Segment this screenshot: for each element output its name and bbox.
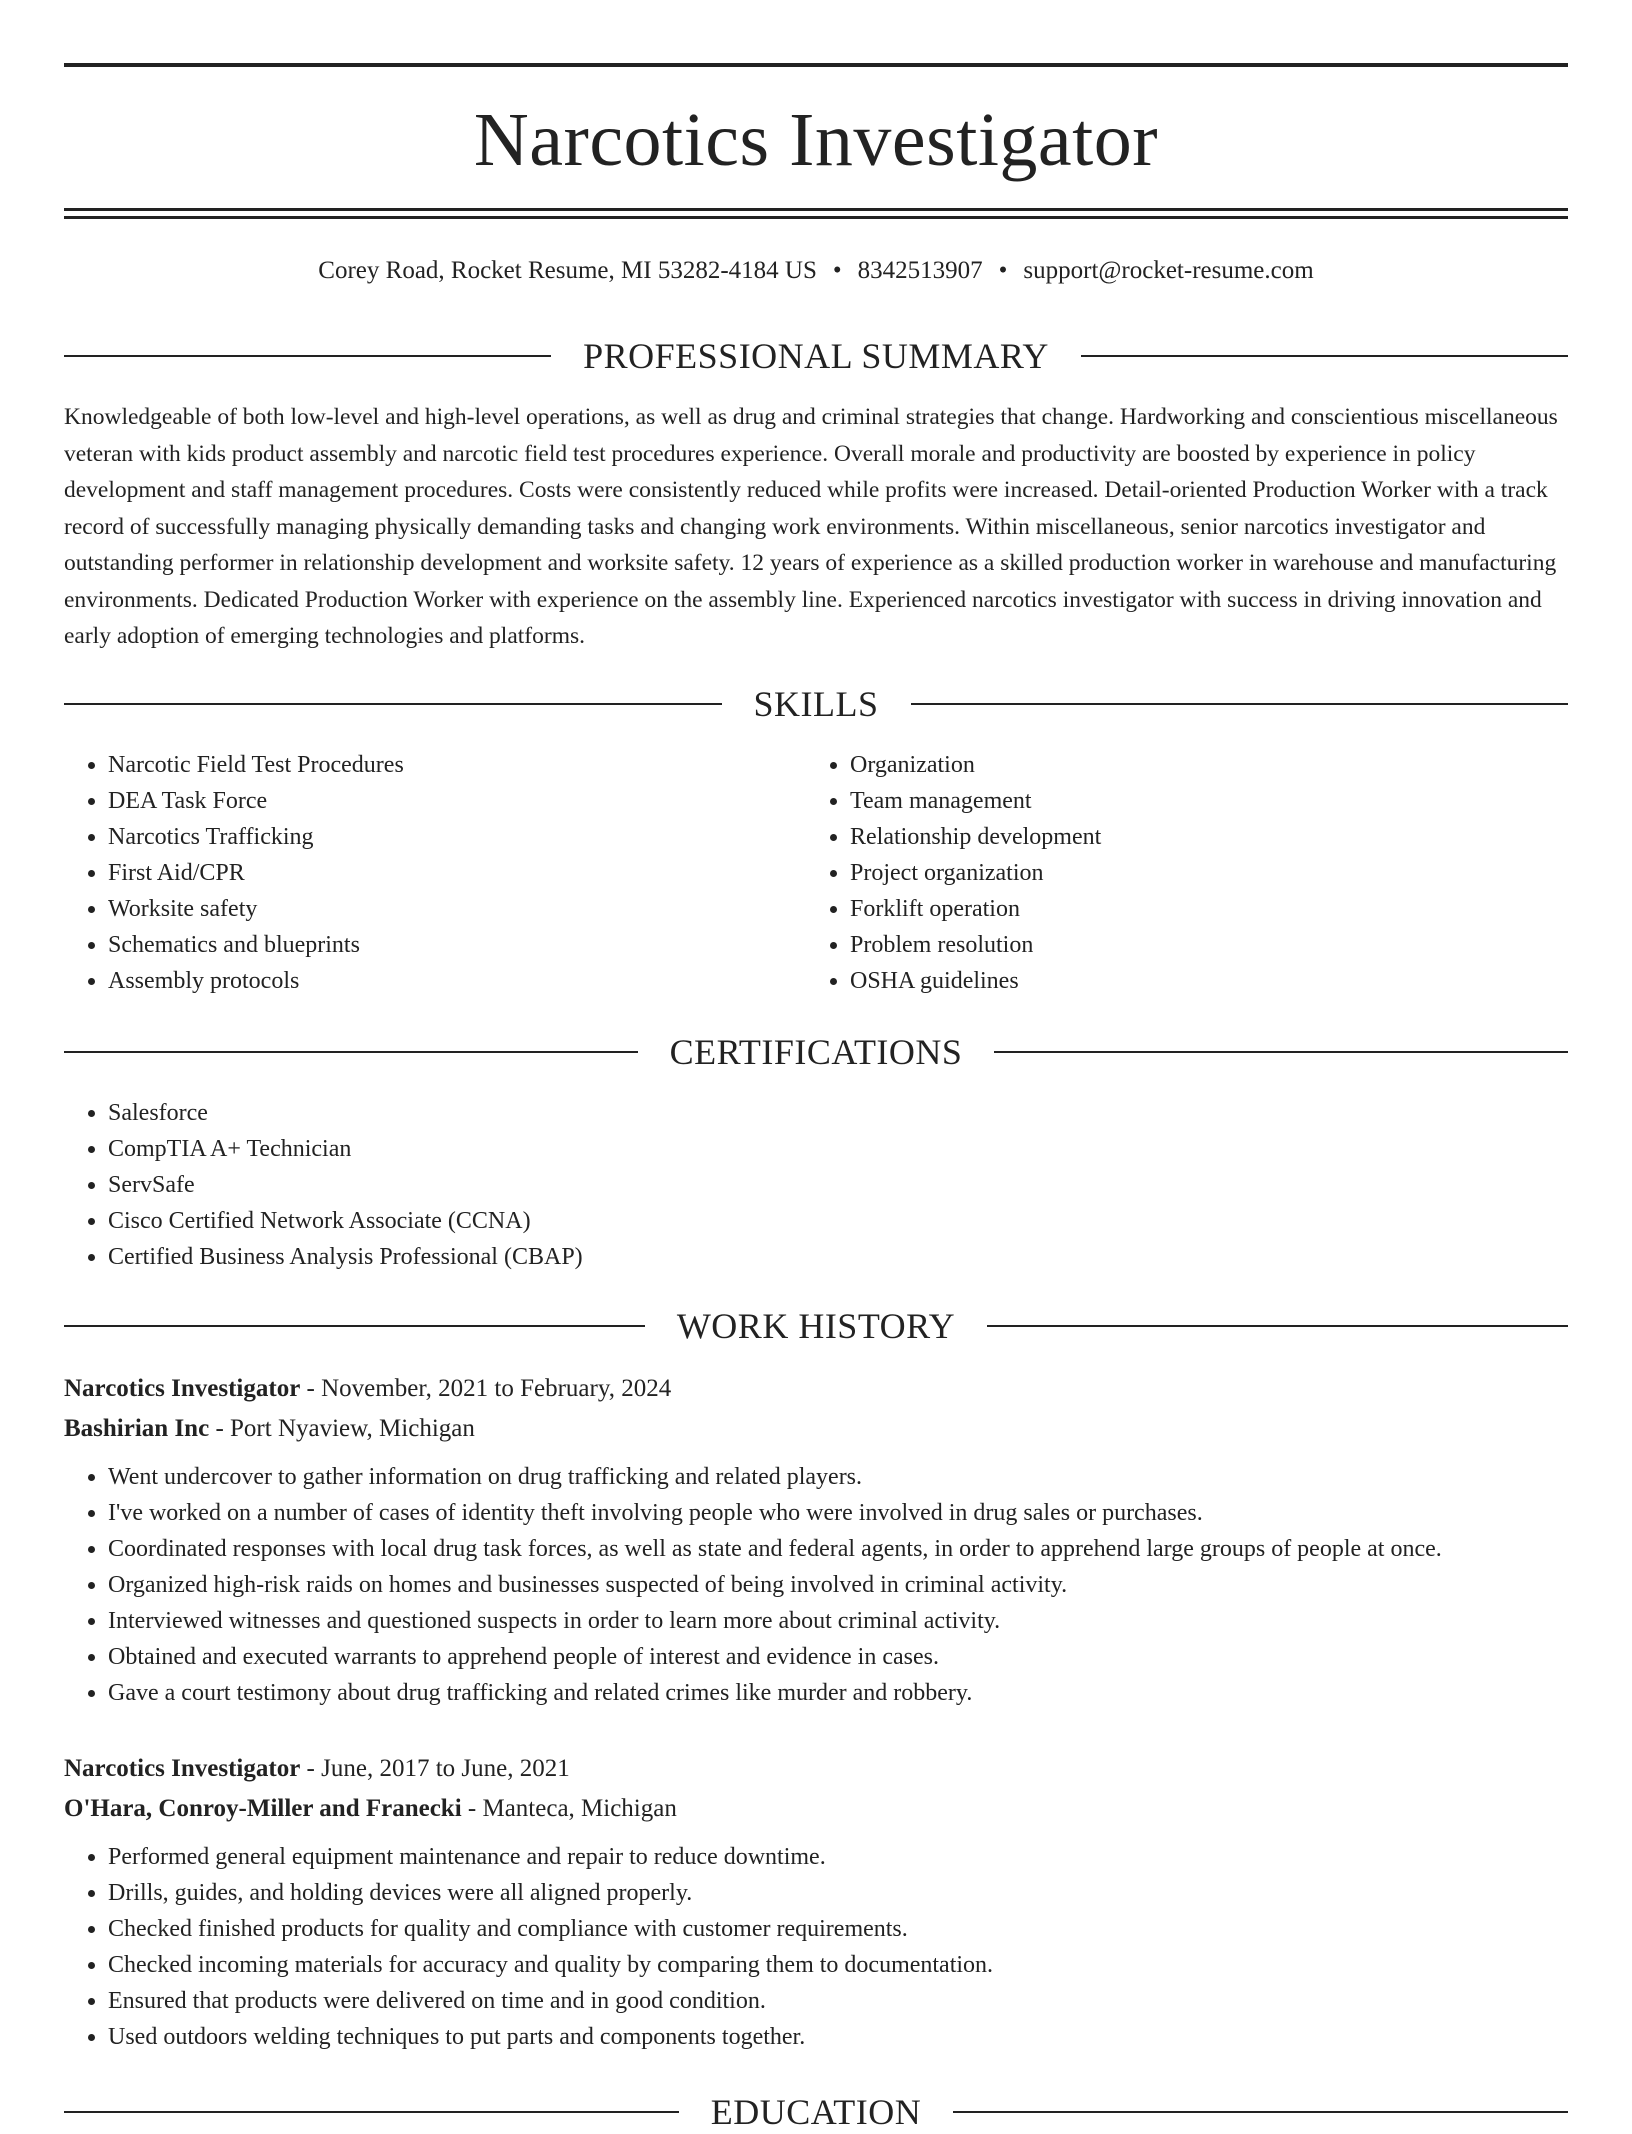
- summary-title: PROFESSIONAL SUMMARY: [583, 336, 1049, 376]
- skill-item: • Assembly protocols: [108, 963, 806, 999]
- job-duty-item: • Gave a court testimony about drug trafficking and related crimes like murder and robbery.: [108, 1675, 1568, 1711]
- heading-rule-right: [911, 703, 1569, 705]
- skill-item: • OSHA guidelines: [850, 963, 1548, 999]
- heading-rule-right: [953, 2111, 1568, 2113]
- job-title: Narcotics Investigator: [64, 1375, 301, 1402]
- certifications-heading: [64, 1030, 1568, 1074]
- job-company-line: [64, 1409, 1568, 1449]
- heading-rule-left: [64, 703, 722, 705]
- heading-rule-right: [987, 1325, 1568, 1327]
- skill-item: • DEA Task Force: [108, 783, 806, 819]
- job-location: - Manteca, Michigan: [461, 1795, 677, 1822]
- skill-item: • Worksite safety: [108, 891, 806, 927]
- contact-email: support@rocket-resume.com: [1023, 257, 1314, 284]
- job-duties: [64, 1459, 1568, 1711]
- top-rule: [64, 63, 1568, 67]
- job-duty-item: • Drills, guides, and holding devices were all aligned properly.: [108, 1875, 1568, 1911]
- job-duty-item: • I've worked on a number of cases of identity theft involving people who were involved in drug sales or purchases.: [108, 1495, 1568, 1531]
- skills-column-right: [806, 747, 1548, 999]
- heading-rule-right: [994, 1051, 1568, 1053]
- contact-phone: 8342513907: [857, 257, 983, 284]
- job-duty-item: • Organized high-risk raids on homes and businesses suspected of being involved in criminal activity.: [108, 1567, 1568, 1603]
- job-location: - Port Nyaview, Michigan: [209, 1415, 475, 1442]
- certifications-list: [64, 1095, 1568, 1275]
- skill-item: • Team management: [850, 783, 1548, 819]
- certification-item: • Certified Business Analysis Professional (CBAP): [108, 1239, 1568, 1275]
- skill-item: • First Aid/CPR: [108, 855, 806, 891]
- skill-item: • Schematics and blueprints: [108, 927, 806, 963]
- job-title: Narcotics Investigator: [64, 1755, 301, 1782]
- job-title-line: [64, 1749, 1568, 1789]
- job-duty-item: • Checked finished products for quality and compliance with customer requirements.: [108, 1911, 1568, 1947]
- job-entry: [64, 1749, 1568, 2055]
- skill-item: • Project organization: [850, 855, 1548, 891]
- education-title: EDUCATION: [710, 2092, 922, 2132]
- resume-name: Narcotics Investigator: [473, 98, 1159, 182]
- job-duty-item: • Ensured that products were delivered on time and in good condition.: [108, 1983, 1568, 2019]
- job-company: O'Hara, Conroy-Miller and Franecki: [64, 1795, 462, 1822]
- job-duty-item: • Checked incoming materials for accuracy and quality by comparing them to documentation.: [108, 1947, 1568, 1983]
- contact-separator: •: [832, 257, 842, 284]
- skills-title: SKILLS: [753, 684, 879, 724]
- job-duties: [64, 1839, 1568, 2055]
- skill-item: • Narcotics Trafficking: [108, 819, 806, 855]
- header-rule-upper: [64, 208, 1568, 211]
- contact-address: Corey Road, Rocket Resume, MI 53282-4184 US: [318, 257, 817, 284]
- job-duty-item: • Interviewed witnesses and questioned suspects in order to learn more about criminal activity.: [108, 1603, 1568, 1639]
- job-dates: - June, 2017 to June, 2021: [300, 1755, 570, 1782]
- heading-rule-left: [64, 1325, 645, 1327]
- skills-column-left: [64, 747, 806, 999]
- education-heading: [64, 2090, 1568, 2134]
- skills-list: [64, 747, 1568, 999]
- contact-line: [64, 254, 1568, 288]
- certifications-title: CERTIFICATIONS: [669, 1032, 963, 1072]
- summary-text: Knowledgeable of both low-level and high-level operations, as well as drug and criminal strategies that change. Hardworking and conscientious miscellaneous veteran with kids product assembly and narcotic field test procedures experience. Overall morale and productivity are boosted by experience in policy development and staff management procedures. Costs were consistently reduced while profits were increased. Detail-oriented Production Worker with a track record of successfully managing physically demanding tasks and changing work environments. Within miscellaneous, senior narcotics investigator and outstanding performer in relationship development and worksite safety. 12 years of experience as a skilled production worker in warehouse and manufacturing environments. Dedicated Production Worker with experience on the assembly line. Experienced narcotics investigator with success in driving innovation and early adoption of emerging technologies and platforms.: [64, 404, 1558, 649]
- skills-heading: [64, 682, 1568, 726]
- job-duty-item: • Used outdoors welding techniques to put parts and components together.: [108, 2019, 1568, 2055]
- job-duty-item: • Coordinated responses with local drug task forces, as well as state and federal agents, in order to apprehend large groups of people at once.: [108, 1531, 1568, 1567]
- certification-item: • ServSafe: [108, 1167, 1568, 1203]
- heading-rule-left: [64, 355, 551, 357]
- certification-item: • Cisco Certified Network Associate (CCNA): [108, 1203, 1568, 1239]
- skill-item: • Organization: [850, 747, 1548, 783]
- contact-separator: •: [998, 257, 1008, 284]
- job-company-line: [64, 1789, 1568, 1829]
- work-title: WORK HISTORY: [676, 1306, 956, 1346]
- heading-rule-left: [64, 2111, 679, 2113]
- job-duty-item: • Performed general equipment maintenance and repair to reduce downtime.: [108, 1839, 1568, 1875]
- skill-item: • Forklift operation: [850, 891, 1548, 927]
- job-entry: [64, 1369, 1568, 1711]
- summary-heading: [64, 334, 1568, 378]
- job-title-line: [64, 1369, 1568, 1409]
- skill-item: • Problem resolution: [850, 927, 1548, 963]
- header-rule-lower: [64, 216, 1568, 219]
- job-dates: - November, 2021 to February, 2024: [300, 1375, 672, 1402]
- job-duty-item: • Obtained and executed warrants to apprehend people of interest and evidence in cases.: [108, 1639, 1568, 1675]
- skill-item: • Relationship development: [850, 819, 1548, 855]
- work-heading: [64, 1304, 1568, 1348]
- job-duty-item: • Went undercover to gather information on drug trafficking and related players.: [108, 1459, 1568, 1495]
- skill-item: • Narcotic Field Test Procedures: [108, 747, 806, 783]
- certification-item: • Salesforce: [108, 1095, 1568, 1131]
- heading-rule-right: [1081, 355, 1568, 357]
- heading-rule-left: [64, 1051, 638, 1053]
- job-company: Bashirian Inc: [64, 1415, 210, 1442]
- certification-item: • CompTIA A+ Technician: [108, 1131, 1568, 1167]
